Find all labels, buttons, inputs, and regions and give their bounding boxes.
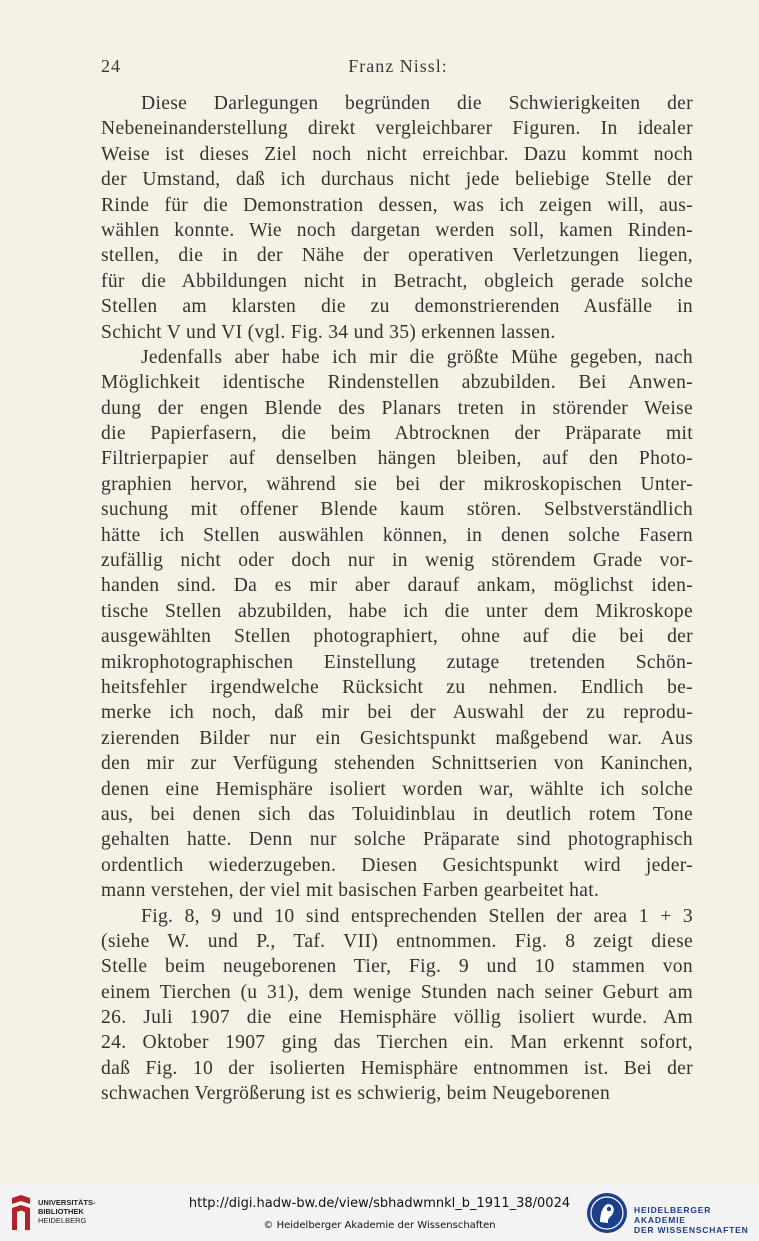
text-line: mann verstehen, der viel mit basischen Farben gearbeitet hat. bbox=[101, 880, 600, 902]
academy-logo-text bbox=[634, 1205, 756, 1235]
text-line: stellen, die in der Nähe der operativen Verletzungen liegen, bbox=[101, 245, 693, 267]
text-line: Weise ist dieses Ziel noch nicht erreichbar. Dazu kommt noch bbox=[101, 143, 693, 165]
text-line: tische Stellen abzubilden, habe ich die unter dem Mikroskope bbox=[101, 600, 693, 622]
text-line: 24. Oktober 1907 ging das Tierchen ein. Man erkennt sofort, bbox=[101, 1032, 693, 1054]
text-line: heitsfehler irgendwelche Rücksicht zu nehmen. Endlich be- bbox=[101, 676, 693, 698]
text-line: Stellen am klarsten die zu demonstrierenden Ausfälle in bbox=[101, 296, 693, 318]
text-line: die Papierfasern, die beim Abtrocknen der Präparate mit bbox=[101, 423, 693, 445]
text-line: denen eine Hemisphäre isoliert worden war, wählte ich solche bbox=[101, 778, 693, 800]
page-number: 24 bbox=[101, 56, 121, 76]
ub-line-3: HEIDELBERG bbox=[38, 1216, 87, 1225]
text-line: zufällig nicht oder doch nur in wenig störendem Grade vor- bbox=[101, 550, 693, 572]
text-line: Fig. 8, 9 und 10 sind entsprechenden Stellen der area 1 + 3 bbox=[141, 905, 693, 927]
running-title: Franz Nissl: bbox=[348, 56, 448, 76]
text-line: suchung mit offener Blende kaum stören. Selbstverständlich bbox=[101, 499, 693, 521]
text-line: gehalten hatte. Denn nur solche Präparate sind photographisch bbox=[101, 829, 693, 851]
permalink-url[interactable]: http://digi.hadw-bw.de/view/sbhadwmnkl_b_1911_38/0024 bbox=[188, 1196, 571, 1211]
text-line: der Umstand, daß ich durchaus nicht jede beliebige Stelle der bbox=[101, 169, 693, 191]
footer-bar bbox=[0, 1184, 759, 1241]
text-line: hätte ich Stellen auswählen können, in denen solche Fasern bbox=[101, 524, 693, 546]
text-line: 26. Juli 1907 die eine Hemisphäre völlig isoliert wurde. Am bbox=[101, 1007, 693, 1029]
text-line: Rinde für die Demonstration dessen, was ich zeigen will, aus- bbox=[101, 194, 693, 216]
ub-line-2: BIBLIOTHEK bbox=[38, 1207, 84, 1216]
text-line: für die Abbildungen nicht in Betracht, obgleich gerade solche bbox=[101, 270, 693, 292]
academy-seal-icon bbox=[586, 1192, 628, 1234]
text-line: merke ich noch, daß mir bei der Auswahl der zu reprodu- bbox=[101, 702, 693, 724]
text-line: ausgewählten Stellen photographiert, ohne auf die bei der bbox=[101, 626, 693, 648]
text-line: graphien hervor, während sie bei der mikroskopischen Unter- bbox=[101, 473, 693, 495]
ub-line-1: UNIVERSITÄTS- bbox=[38, 1198, 96, 1207]
text-line: Möglichkeit identische Rindenstellen abzubilden. Bei Anwen- bbox=[101, 372, 693, 394]
text-line: Jedenfalls aber habe ich mir die größte Mühe gegeben, nach bbox=[141, 346, 693, 368]
text-line: aus, bei denen sich das Toluidinblau in deutlich rotem Tone bbox=[101, 803, 693, 825]
text-line: schwachen Vergrößerung ist es schwierig, beim Neugeborenen bbox=[101, 1083, 611, 1105]
copyright-notice: © Heidelberger Akademie der Wissenschaften bbox=[263, 1220, 496, 1231]
text-line: einem Tierchen (u 31), dem wenige Stunden nach seiner Geburt am bbox=[101, 981, 693, 1003]
text-line: dung der engen Blende des Planars treten in störender Weise bbox=[101, 397, 693, 419]
text-line: ordentlich wiederzugeben. Diesen Gesichtspunkt wird jeder- bbox=[101, 854, 693, 876]
page-header bbox=[101, 56, 695, 78]
text-line: daß Fig. 10 der isolierten Hemisphäre entnommen ist. Bei der bbox=[101, 1057, 693, 1079]
text-line: handen sind. Da es mir aber darauf ankam, möglichst iden- bbox=[101, 575, 693, 597]
text-line: Diese Darlegungen begründen die Schwierigkeiten der bbox=[141, 93, 693, 114]
text-line: (siehe W. und P., Taf. VII) entnommen. Fig. 8 zeigt diese bbox=[101, 930, 693, 952]
academy-logo[interactable] bbox=[586, 1192, 756, 1234]
text-line: zierenden Bilder nur ein Gesichtspunkt maßgebend war. Aus bbox=[101, 727, 693, 749]
text-line: Stelle beim neugeborenen Tier, Fig. 9 und 10 stammen von bbox=[101, 956, 693, 978]
text-line: mikrophotographischen Einstellung zutage tretenden Schön- bbox=[101, 651, 693, 673]
text-line: Schicht V und VI (vgl. Fig. 34 und 35) erkennen lassen. bbox=[101, 321, 556, 343]
text-line: Filtrierpapier auf denselben hängen bleiben, auf den Photo- bbox=[101, 448, 693, 470]
hadw-line-1: HEIDELBERGER AKADEMIE bbox=[634, 1205, 712, 1225]
text-line: wählen konnte. Wie noch dargetan werden soll, kamen Rinden- bbox=[101, 219, 693, 241]
hadw-line-2: DER WISSENSCHAFTEN bbox=[634, 1225, 749, 1235]
body-text bbox=[101, 91, 693, 1107]
text-line: Nebeneinanderstellung direkt vergleichbarer Figuren. In idealer bbox=[101, 118, 693, 140]
text-line: den mir zur Verfügung stehenden Schnittserien von Kaninchen, bbox=[101, 753, 693, 775]
